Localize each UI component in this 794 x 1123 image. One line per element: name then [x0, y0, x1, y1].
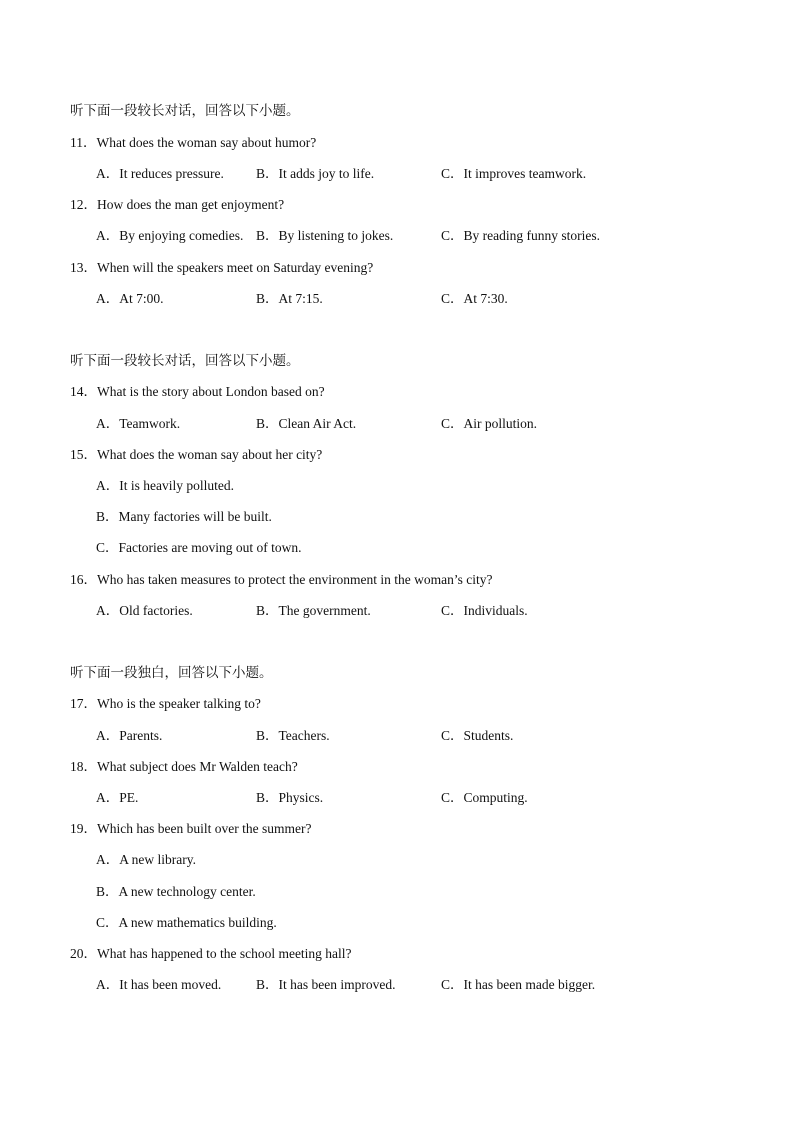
- question-19: [70, 821, 311, 837]
- question-number: 18．: [70, 759, 97, 774]
- question-number: 20．: [70, 946, 97, 961]
- option-c: C．Factories are moving out of town.: [96, 540, 302, 555]
- option-c: C．At 7:30.: [441, 291, 508, 306]
- option-a: A．Old factories.: [96, 603, 193, 618]
- question-20: [70, 946, 352, 962]
- option-b: B．Clean Air Act.: [256, 416, 357, 431]
- option-b: B．At 7:15.: [256, 291, 323, 306]
- option-c: C．Individuals.: [441, 603, 528, 618]
- option-a: A．At 7:00.: [96, 291, 164, 306]
- option-c: C．A new mathematics building.: [96, 915, 277, 930]
- section-heading: 听下面一段较长对话，回答以下小题。: [70, 353, 300, 368]
- option-a: A．It is heavily polluted.: [96, 478, 234, 493]
- question-text: Who is the speaker talking to?: [97, 696, 261, 711]
- question-text: What does the woman say about humor?: [96, 135, 317, 150]
- section-heading: 听下面一段较长对话，回答以下小题。: [70, 103, 300, 118]
- question-number: 14．: [70, 384, 97, 399]
- option-a: A．It reduces pressure.: [96, 166, 224, 181]
- question-text: What is the story about London based on?: [97, 384, 325, 399]
- question-12: [70, 197, 284, 213]
- option-c: C．By reading funny stories.: [441, 228, 600, 243]
- question-15: [70, 447, 322, 463]
- option-a: A．Teamwork.: [96, 416, 181, 431]
- question-text: What subject does Mr Walden teach?: [97, 759, 298, 774]
- option-c: C．It improves teamwork.: [441, 166, 587, 181]
- question-text: Who has taken measures to protect the environment in the woman’s city?: [97, 572, 493, 587]
- question-text: What has happened to the school meeting hall?: [97, 946, 352, 961]
- question-text: Which has been built over the summer?: [97, 821, 312, 836]
- option-a: A．It has been moved.: [96, 977, 222, 992]
- question-number: 15．: [70, 447, 97, 462]
- question-14: [70, 384, 325, 400]
- option-a: A．PE.: [96, 790, 139, 805]
- option-b: B．It has been improved.: [256, 977, 396, 992]
- question-text: How does the man get enjoyment?: [97, 197, 285, 212]
- question-text: What does the woman say about her city?: [97, 447, 323, 462]
- option-a: A．Parents.: [96, 728, 163, 743]
- option-c: C．It has been made bigger.: [441, 977, 596, 992]
- option-c: C．Air pollution.: [441, 416, 538, 431]
- option-b: B．The government.: [256, 603, 371, 618]
- option-a: A．A new library.: [96, 852, 196, 867]
- question-13: [70, 260, 373, 276]
- section-heading: 听下面一段独白，回答以下小题。: [70, 665, 273, 680]
- option-a: A．By enjoying comedies.: [96, 228, 244, 243]
- question-number: 16．: [70, 572, 97, 587]
- option-b: B．Teachers.: [256, 728, 330, 743]
- option-b: B．Physics.: [256, 790, 324, 805]
- question-number: 12．: [70, 197, 97, 212]
- question-number: 13．: [70, 260, 97, 275]
- question-text: When will the speakers meet on Saturday evening?: [97, 260, 374, 275]
- question-number: 19．: [70, 821, 97, 836]
- option-b: B．Many factories will be built.: [96, 509, 272, 524]
- question-17: [70, 696, 261, 712]
- question-18: [70, 759, 298, 775]
- option-b: B．A new technology center.: [96, 884, 256, 899]
- question-number: 17．: [70, 696, 97, 711]
- option-c: C．Computing.: [441, 790, 528, 805]
- question-11: [70, 135, 316, 151]
- question-16: [70, 572, 493, 588]
- option-c: C．Students.: [441, 728, 514, 743]
- question-number: 11．: [70, 135, 97, 150]
- option-b: B．It adds joy to life.: [256, 166, 375, 181]
- option-b: B．By listening to jokes.: [256, 228, 394, 243]
